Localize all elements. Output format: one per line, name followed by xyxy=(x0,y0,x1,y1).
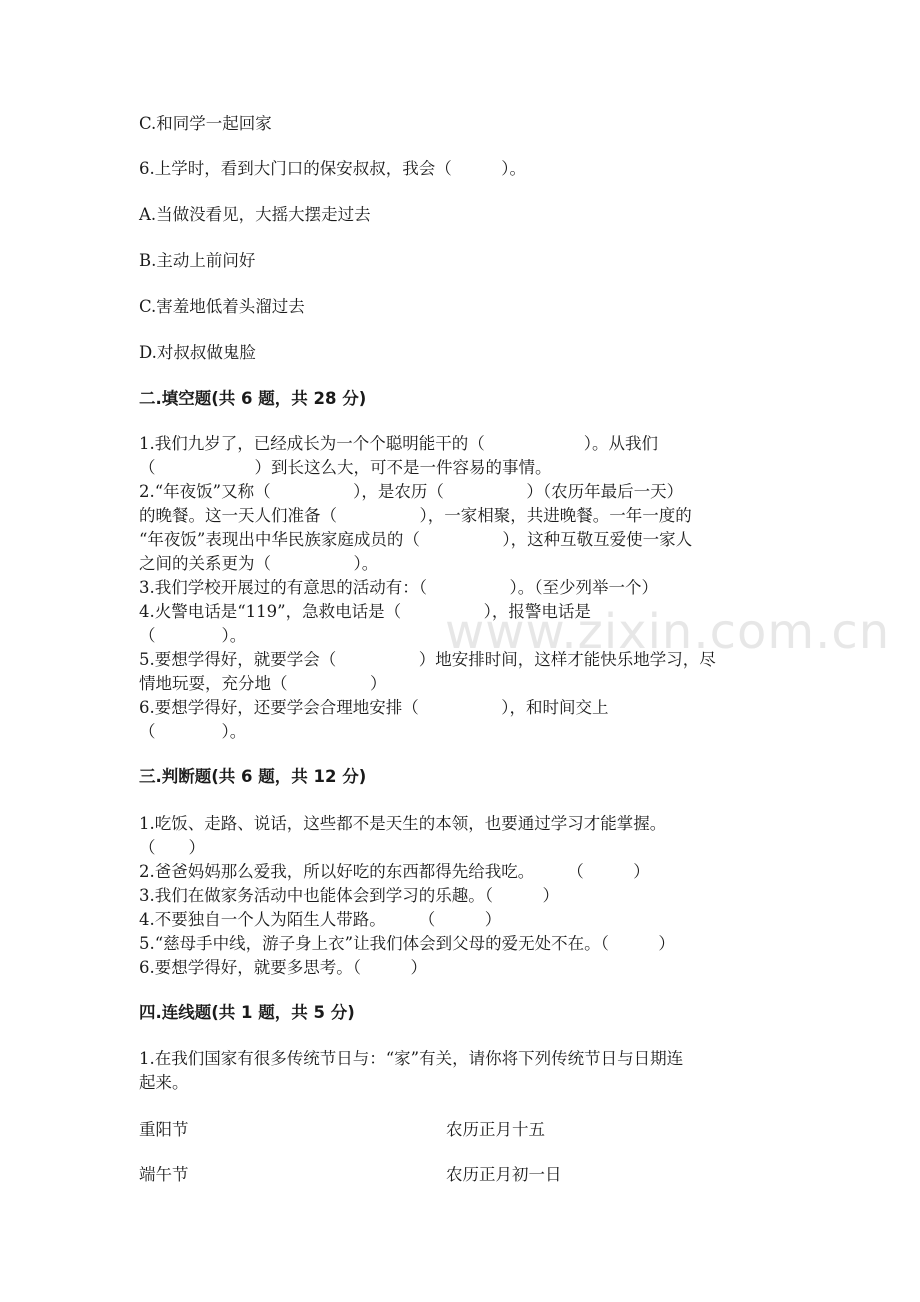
match-question-line-1: 1.在我们国家有很多传统节日与：“家”有关，请你将下列传统节日与日期连 xyxy=(139,1049,684,1068)
fill-line-10: 5.要想学得好，就要学会（ ）地安排时间，这样才能快乐地学习，尽 xyxy=(139,650,716,669)
question-6-option-c: C.害羞地低着头溜过去 xyxy=(139,297,305,316)
fill-line-2: （ ）到长这么大，可不是一件容易的事情。 xyxy=(139,458,552,477)
judge-line-5: 4.不要独自一个人为陌生人带路。 （ ） xyxy=(139,910,502,929)
fill-line-8: 4.火警电话是“119”，急救电话是（ ），报警电话是 xyxy=(139,602,591,621)
prev-question-option-c: C.和同学一起回家 xyxy=(139,114,272,133)
festival-item: 重阳节 xyxy=(139,1120,189,1139)
judge-line-6: 5.“慈母手中线，游子身上衣”让我们体会到父母的爱无处不在。（ ） xyxy=(139,934,675,953)
judge-line-3: 2.爸爸妈妈那么爱我，所以好吃的东西都得先给我吃。 （ ） xyxy=(139,862,650,881)
fill-line-11: 情地玩耍，充分地（ ） xyxy=(139,674,387,693)
festival-item: 端午节 xyxy=(139,1165,189,1184)
date-item: 农历正月十五 xyxy=(446,1120,545,1139)
question-6-option-d: D.对叔叔做鬼脸 xyxy=(139,343,256,362)
fill-line-7: 3.我们学校开展过的有意思的活动有：（ ）。（至少列举一个） xyxy=(139,578,658,597)
section-4-title: 四.连线题(共 1 题，共 5 分) xyxy=(139,1003,355,1022)
fill-line-5: “年夜饭”表现出中华民族家庭成员的（ ），这种互敬互爱使一家人 xyxy=(139,530,693,549)
judge-line-1: 1.吃饭、走路、说话，这些都不是天生的本领，也要通过学习才能掌握。 xyxy=(139,814,667,833)
fill-line-12: 6.要想学得好，还要学会合理地安排（ ），和时间交上 xyxy=(139,698,609,717)
fill-line-3: 2.“年夜饭”又称（ ），是农历（ ）（农历年最后一天） xyxy=(139,482,684,501)
section-2-title: 二.填空题(共 6 题，共 28 分) xyxy=(139,389,367,408)
judge-line-2: （ ） xyxy=(139,838,205,857)
match-question-line-2: 起来。 xyxy=(139,1073,189,1092)
question-6-stem: 6.上学时，看到大门口的保安叔叔，我会（ ）。 xyxy=(139,159,526,178)
fill-line-13: （ ）。 xyxy=(139,722,247,741)
question-6-option-a: A.当做没看见，大摇大摆走过去 xyxy=(139,205,371,224)
date-item: 农历正月初一日 xyxy=(446,1165,562,1184)
fill-line-9: （ ）。 xyxy=(139,626,247,645)
fill-line-6: 之间的关系更为（ ）。 xyxy=(139,554,379,573)
judge-line-4: 3.我们在做家务活动中也能体会到学习的乐趣。（ ） xyxy=(139,886,559,905)
watermark: www.zixin.com.cn xyxy=(445,604,891,660)
fill-line-1: 1.我们九岁了，已经成长为一个个聪明能干的（ ）。从我们 xyxy=(139,434,658,453)
question-6-option-b: B.主动上前问好 xyxy=(139,251,256,270)
judge-line-7: 6.要想学得好，就要多思考。（ ） xyxy=(139,958,427,977)
section-3-title: 三.判断题(共 6 题，共 12 分) xyxy=(139,767,367,786)
fill-line-4: 的晚餐。这一天人们准备（ ），一家相聚，共进晚餐。一年一度的 xyxy=(139,506,692,525)
